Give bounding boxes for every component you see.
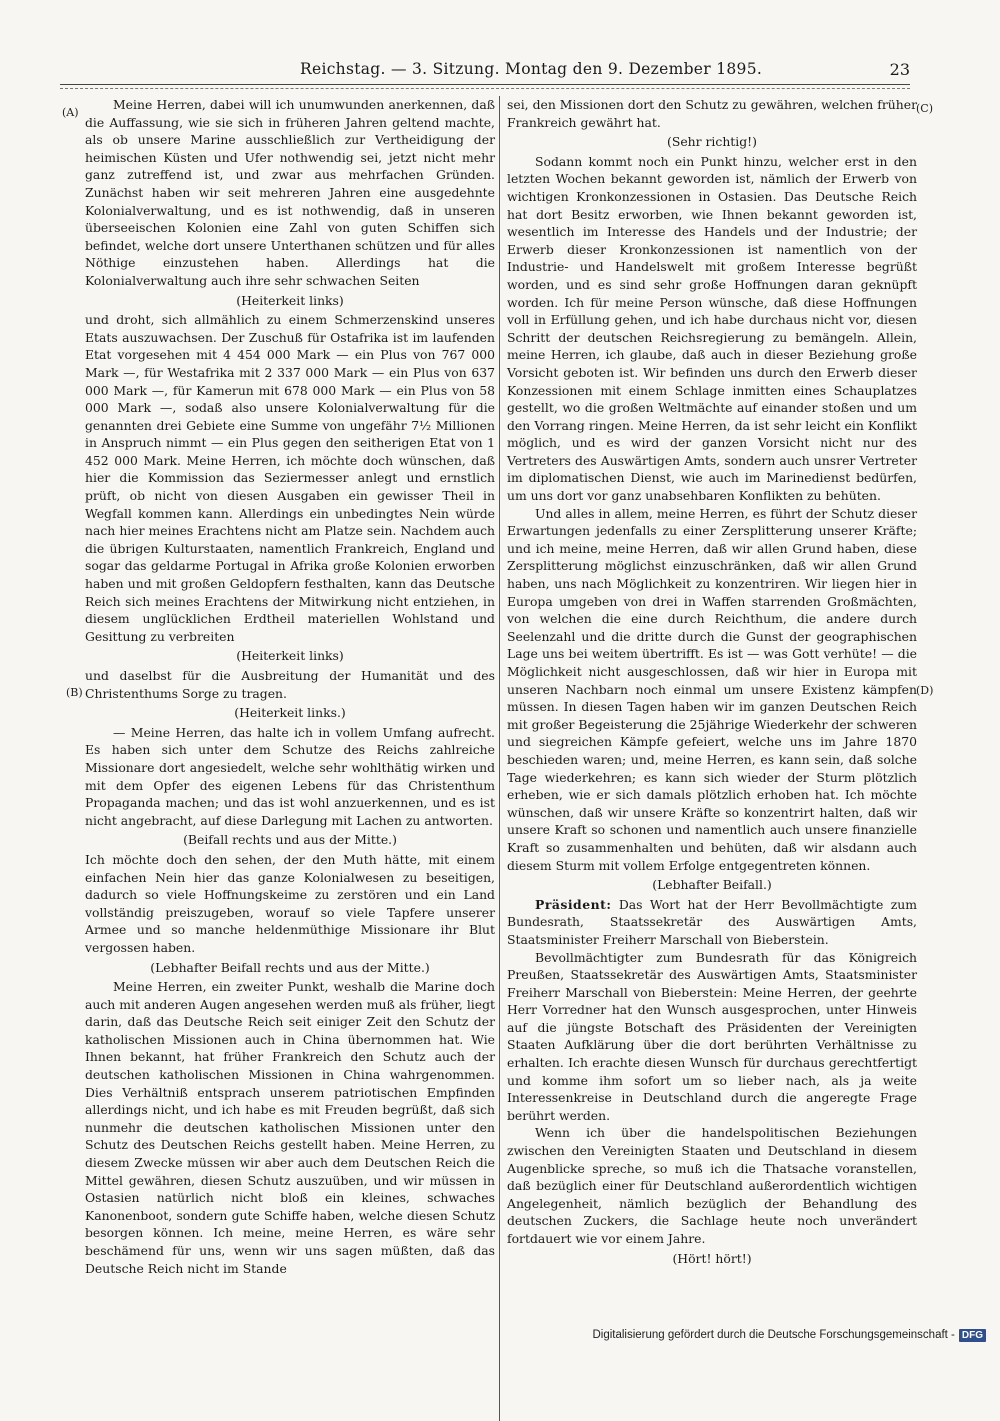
speech-text: Das Wort hat der Herr Bevollmächtigte zum Bundesrath, Staatssekretär des Auswärtigen Amts, Staatsminister Freiherr Marschall von Bieberstein. (507, 896, 917, 947)
interjection: (Heiterkeit links.) (234, 705, 346, 721)
interjection: (Heiterkeit links) (236, 648, 344, 664)
interjection: (Heiterkeit links) (236, 292, 344, 308)
header-rule-dashed (60, 88, 910, 89)
header-rule (60, 84, 910, 85)
page-header (60, 58, 910, 82)
dfg-logo: DFG (959, 1329, 986, 1342)
left-column (85, 96, 495, 1277)
interjection: (Beifall rechts und aus der Mitte.) (183, 832, 397, 848)
paragraph: sei, den Missionen dort den Schutz zu gewähren, welchen früher Frankreich gewährt hat. (507, 97, 917, 130)
interjection: (Lebhafter Beifall rechts und aus der Mitte.) (150, 959, 430, 975)
paragraph: Meine Herren, dabei will ich unumwunden anerkennen, daß die Auffassung, wie sie sich in früheren Jahren geltend machte, als ob unsere Marine ausschließlich zur Vertheidigung der heimischen Küsten und Ufer nothwendig sei, jetzt nicht mehr ganz zutreffend ist, und zwar aus mehrfachen Gründen. Zunächst haben wir seit mehreren Jahren eine ausgedehnte Kolonialverwaltung, und es ist nothwendig, daß in unseren überseeischen Kolonien eine Zahl von guten Schiffen sich befindet, welche dort unsere Unterthanen schützen und für alles Nöthige einzustehen haben. Allerdings hat die Kolonialverwaltung auch ihre sehr schwachen Seiten (85, 97, 495, 288)
page-number: 23 (889, 60, 910, 79)
paragraph: Sodann kommt noch ein Punkt hinzu, welcher erst in den letzten Wochen bekannt geworden ist, nämlich der Erwerb von wichtigen Kronkonzessionen in Ostasien. Das Deutsche Reich hat dort Besitz erworben, wie Ihnen bekannt geworden ist, wesentlich im Interesse des Handels und der Industrie; der Erwerb dieser Kronkonzessionen ist namentlich von der Industrie- und Handelswelt mit großem Interesse begrüßt worden, und es sind sehr große Hoffnungen daran geknüpft worden. Ich für meine Person wünsche, daß diese Hoffnungen voll in Erfüllung gehen, und ich habe durchaus nicht vor, diesen Schritt der deutschen Reichsregierung zu bemängeln. Allein, meine Herren, ich glaube, daß auch in dieser Beziehung große Vorsicht geboten ist. Wir befinden uns durch den Erwerb dieser Konzessionen mit einem Schlage inmitten eines Schauplatzes gestellt, wo die großen Weltmächte auf einander stoßen und um den Vorrang ringen. Meine Herren, da ist sehr leicht ein Konflikt möglich, und es wird der ganzen Vorsicht nicht nur des Vertreters des Auswärtigen Amts, sondern auch unsrer Vertreter im diplomatischen Dienst, wie auch im Marinedienst bedürfen, um uns dort vor ganz unabsehbaren Konflikten zu behüten. (507, 153, 917, 504)
paragraph: Meine Herren, ein zweiter Punkt, weshalb die Marine doch auch mit anderen Augen angesehen werden muß als früher, liegt darin, daß das Deutsche Reich seit einiger Zeit den Schutz der katholischen Missionen auch in China übernommen hat. Wie Ihnen bekannt, hat früher Frankreich den Schutz auch der deutschen katholischen Missionen in China wahrgenommen. Dies Verhältniß entsprach unserem patriotischen Empfinden allerdings nicht, und ich habe es mit Freuden begrüßt, daß sich nunmehr die deutschen katholischen Missionen unter den Schutz des Deutschen Reichs gestellt haben. Meine Herren, zu diesem Zwecke müssen wir aber auch dem Deutschen Reich die Mittel gewähren, diesen Schutz auszuüben, und wir müssen in Ostasien natürlich nicht bloß ein kleines, schwaches Kanonenboot, sondern gute Schiffe haben, welche diesen Schutz besorgen können. Ich meine, meine Herren, es wäre sehr beschämend für uns, wenn wir uns sagen müßten, daß das Deutsche Reich nicht im Stande (85, 979, 495, 1276)
margin-marker-b: (B) (66, 686, 83, 699)
interjection: (Sehr richtig!) (667, 134, 757, 150)
paragraph: und droht, sich allmählich zu einem Schmerzenskind unseres Etats auszuwachsen. Der Zuschuß für Ostafrika ist im laufenden Etat vorgesehen mit 4 454 000 Mark — ein Plus von 767 000 Mark —, für Westafrika mit 2 337 000 Mark — ein Plus von 637 000 Mark —, für Kamerun mit 678 000 Mark — ein Plus von 58 000 Mark —, sodaß also unsere Kolonialverwaltung für die genannten drei Gebiete eine Summe von ungefähr 7½ Millionen in Anspruch nimmt — ein Plus gegen den seitherigen Etat von 1 452 000 Mark. Meine Herren, ich möchte doch wünschen, daß hier die Kommission das Seziermesser anlegt und ernstlich prüft, ob nicht von diesen Ausgaben ein gewisser Theil in Wegfall kommen kann. Allerdings ein unbedingtes Nein würde nach hier meines Erachtens nicht am Platze sein. Nachdem auch die übrigen Kulturstaaten, namentlich Frankreich, England und sogar das geldarme Portugal in Afrika große Kolonien erworben haben und mit großen Geldopfern festhalten, kann das Deutsche Reich sich meines Erachtens der Mitwirkung nicht entziehen, in diesem unglücklichen Erdtheil materiellen Wohlstand und Gesittung zu verbreiten (85, 312, 495, 644)
speaker-paragraph (507, 949, 917, 1125)
speaker-paragraph (507, 896, 917, 949)
column-divider (499, 96, 500, 1421)
speech-text: Bevollmächtigter zum Bundesrath für das Königreich Preußen, Staatssekretär des Auswärtigen Amts, Staatsminister Freiherr Marschall von Bieberstein: Meine Herren, der geehrte Herr Vorredner hat den Wunsch ausgesprochen, unter Hinweis auf die jüngste Botschaft des Präsidenten der Vereinigten Staaten Aufklärung über die dort berührten Verhältnisse zu erhalten. Ich erachte diesen Wunsch für durchaus gerechtfertigt und komme ihm sofort um so lieber nach, als ja weite Interessenkreise in Deutschland durch die angeregte Frage berührt werden. (507, 949, 917, 1123)
paragraph: Ich möchte doch den sehen, der den Muth hätte, mit einem einfachen Nein hier das ganze Kolonialwesen zu beseitigen, dadurch so viele Hoffnungskeime zu zerstören und ein Land vollständig preiszugeben, worauf so viele Tapfere unserer Armee und so manche heldenmüthige Missionare ihr Blut vergossen haben. (85, 851, 495, 955)
interjection: (Lebhafter Beifall.) (652, 877, 772, 893)
footer-text: Digitalisierung gefördert durch die Deutsche Forschungsgemeinschaft - (592, 1329, 955, 1341)
page-footer (592, 1326, 986, 1344)
paragraph: Wenn ich über die handelspolitischen Beziehungen zwischen den Vereinigten Staaten und Deutschland in diesem Augenblicke spreche, so muß ich die Thatsache voranstellen, daß bezüglich einer für Deutschland außerordentlich wichtigen Angelegenheit, nämlich bezüglich der Behandlung des deutschen Zuckers, die Sachlage heute noch unverändert fortdauert wie vor einem Jahre. (507, 1125, 917, 1246)
margin-marker-d: (D) (916, 684, 934, 697)
paragraph: — Meine Herren, das halte ich in vollem Umfang aufrecht. Es haben sich unter dem Schutze des Reichs zahlreiche Missionare dort angesiedelt, welche sehr wohlthätig wirken und mit dem Opfer des eigenen Lebens für das Christenthum Propaganda machen; und das ist wohl anzuerkennen, und es ist nicht angebracht, auf diese Darlegung mit Lachen zu antworten. (85, 724, 495, 828)
right-column (507, 96, 917, 1269)
interjection: (Hört! hört!) (672, 1250, 752, 1266)
speaker-name: Präsident: (535, 896, 612, 912)
running-title: Reichstag. — 3. Sitzung. Montag den 9. Dezember 1895. (300, 60, 763, 78)
margin-marker-c: (C) (916, 102, 933, 115)
paragraph: und daselbst für die Ausbreitung der Humanität und des Christenthums Sorge zu tragen. (85, 668, 495, 701)
paragraph: Und alles in allem, meine Herren, es führt der Schutz dieser Erwartungen jedenfalls zu einer Zersplitterung unserer Kräfte; und ich meine, meine Herren, daß wir allen Grund haben, diese Zersplitterung möglichst einzuschränken, daß wir allen Grund haben, uns nach Möglichkeit zu konzentriren. Wir liegen hier in Europa umgeben von drei in Waffen starrenden Großmächten, von welchen die eine durch Reichthum, die andere durch Seelenzahl und die dritte durch die Gunst der geographischen Lage uns bei weitem übertrifft. Es ist — was Gott verhüte! — die Möglichkeit nicht ausgeschlossen, daß wir hier in Europa mit unseren Nachbarn noch einmal um unsere Existenz kämpfen müssen. In diesen Tagen haben wir im ganzen Deutschen Reich mit großer Begeisterung die 25jährige Wiederkehr der schweren und siegreichen Kämpfe gefeiert, welche uns im Jahre 1870 beschieden waren; und, meine Herren, es kann sein, daß solche Tage wiederkehren; es kann sich wieder der Sturm plötzlich erheben, wie er sich damals plötzlich erhoben hat. Ich möchte wünschen, daß wir unsere Kräfte so konzentrirt halten, daß wir unsere Kraft so schonen und namentlich auch unsere finanzielle Kraft so zusammenhalten und behüten, daß wir alsdann auch diesem Sturm mit vollem Erfolge entgegentreten können. (507, 505, 917, 873)
margin-marker-a: (A) (62, 106, 79, 119)
